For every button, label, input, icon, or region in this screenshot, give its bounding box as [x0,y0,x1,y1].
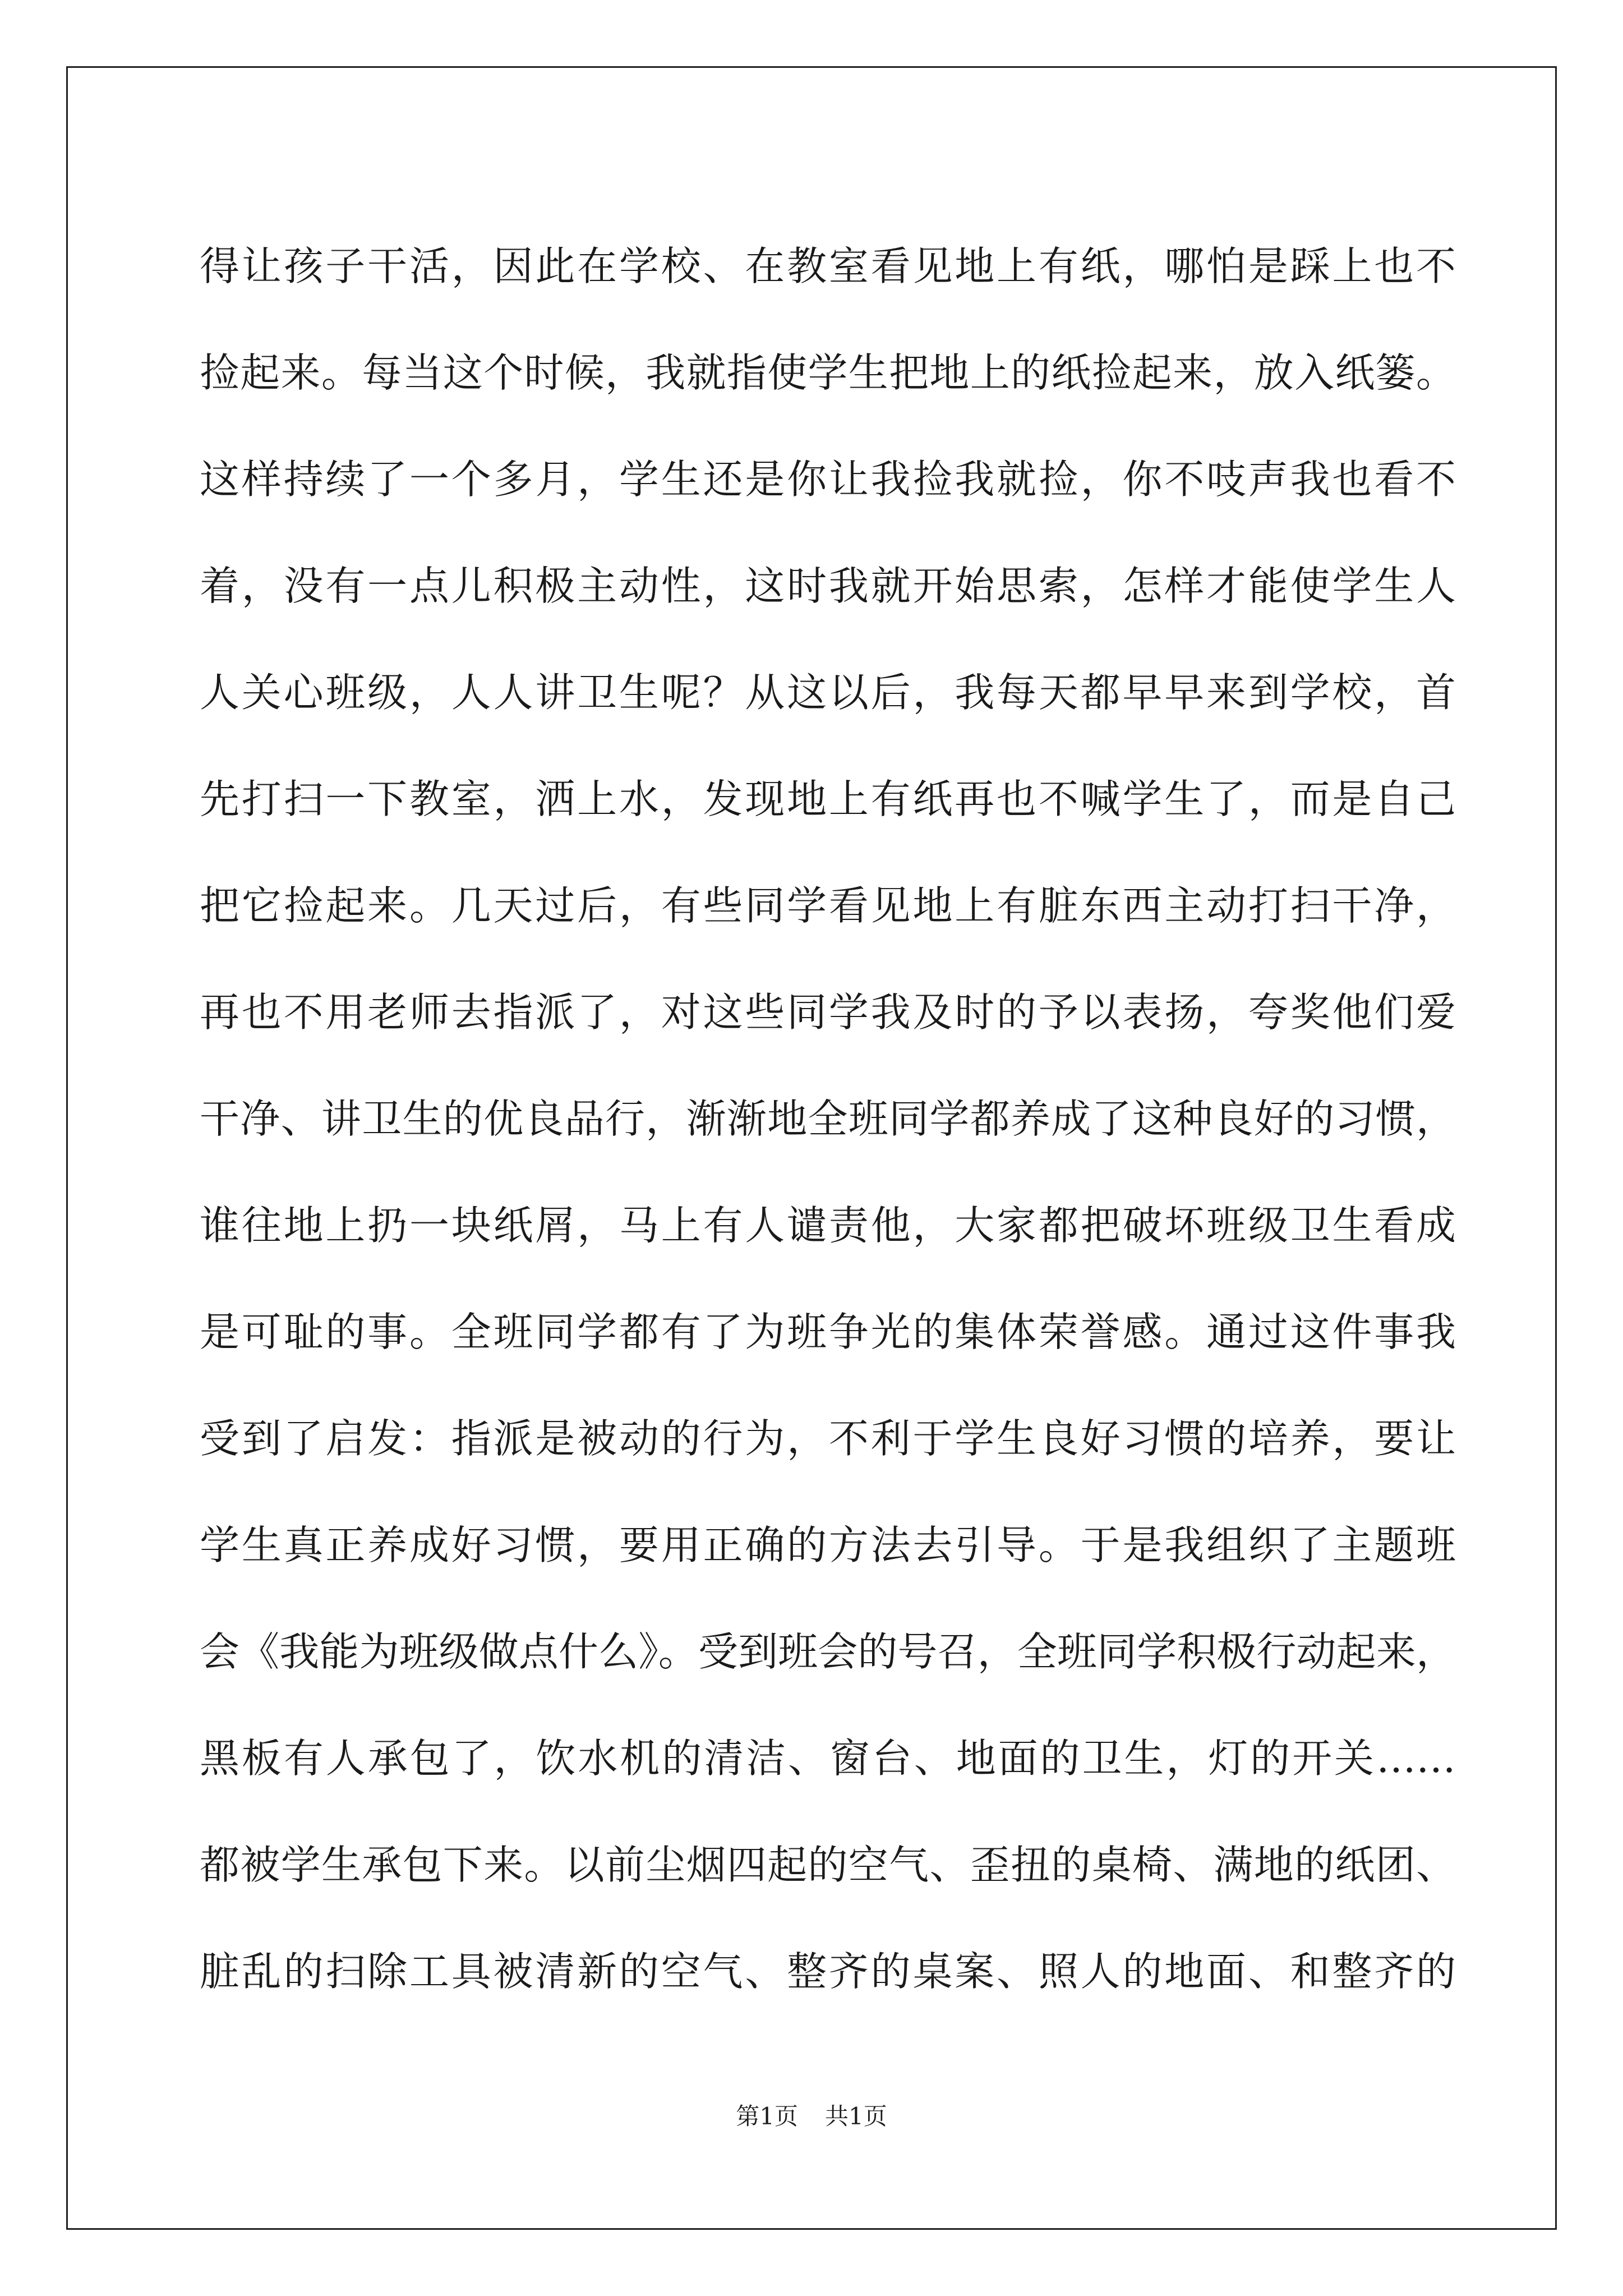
text-line: 得让孩子干活，因此在学校、在教室看见地上有纸，哪怕是踩上也不 [200,243,1456,289]
page-footer [0,2100,1623,2133]
text-line: 把它捡起来。几天过后，有些同学看见地上有脏东西主动打扫干净， [200,882,1456,929]
text-line: 黑板有人承包了，饮水机的清洁、窗台、地面的卫生，灯的开关…… [200,1735,1456,1782]
text-line: 受到了启发：指派是被动的行为，不利于学生良好习惯的培养，要让 [200,1415,1456,1462]
text-line: 人关心班级，人人讲卫生呢？从这以后，我每天都早早来到学校，首 [200,669,1456,716]
text-line: 干净、讲卫生的优良品行，渐渐地全班同学都养成了这种良好的习惯， [200,1096,1456,1142]
document-body [200,213,1456,2025]
page-number: 第1页 [736,2102,798,2130]
text-line: 会《我能为班级做点什么》。受到班会的号召，全班同学积极行动起来， [200,1628,1456,1675]
text-line: 再也不用老师去指派了，对这些同学我及时的予以表扬，夸奖他们爱 [200,989,1456,1036]
text-line: 谁往地上扔一块纸屑，马上有人谴责他，大家都把破坏班级卫生看成 [200,1202,1456,1249]
text-line: 着，没有一点儿积极主动性，这时我就开始思索，怎样才能使学生人 [200,563,1456,609]
text-line: 捡起来。每当这个时候，我就指使学生把地上的纸捡起来，放入纸篓。 [200,349,1456,396]
text-line: 这样持续了一个多月，学生还是你让我捡我就捡，你不吱声我也看不 [200,456,1456,503]
text-line: 先打扫一下教室，洒上水，发现地上有纸再也不喊学生了，而是自己 [200,776,1456,822]
text-line: 脏乱的扫除工具被清新的空气、整齐的桌案、照人的地面、和整齐的 [200,1948,1456,1995]
text-line: 都被学生承包下来。以前尘烟四起的空气、歪扭的桌椅、满地的纸团、 [200,1842,1456,1888]
text-line: 学生真正养成好习惯，要用正确的方法去引导。于是我组织了主题班 [200,1522,1456,1568]
text-line: 是可耻的事。全班同学都有了为班争光的集体荣誉感。通过这件事我 [200,1309,1456,1355]
page-total: 共1页 [825,2102,887,2130]
